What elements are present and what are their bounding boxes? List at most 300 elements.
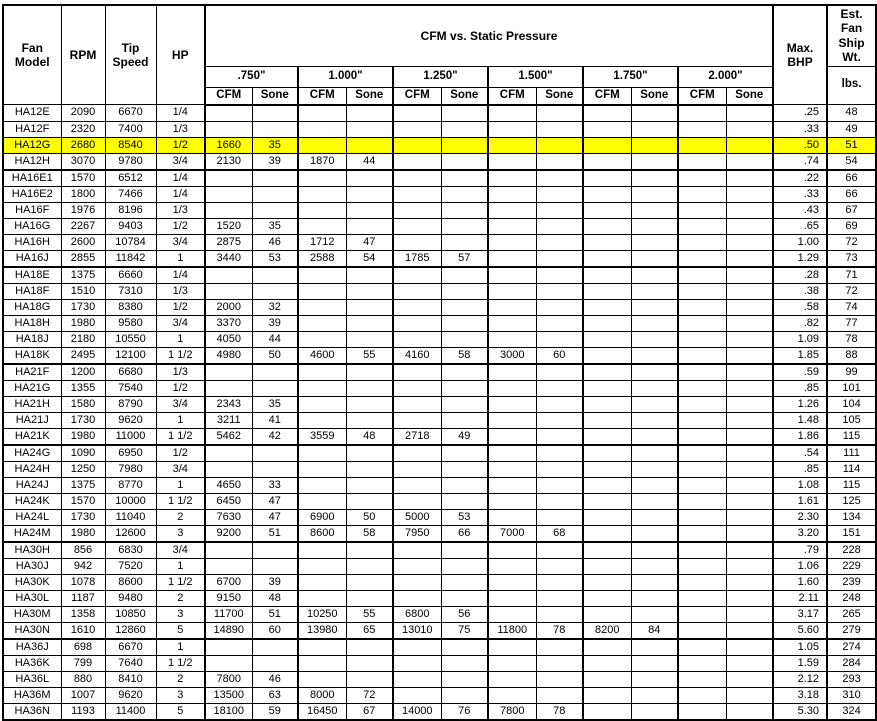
table-row: [3, 461, 876, 477]
cfm-cell: [488, 461, 536, 477]
sone-cell: [726, 687, 773, 703]
sone-cell: [726, 639, 773, 656]
cfm-cell: [678, 590, 726, 606]
sone-cell: [441, 105, 488, 122]
ship-wt-cell: 74: [827, 299, 876, 315]
table-row: [3, 655, 876, 671]
cfm-cell: [298, 461, 346, 477]
cfm-cell: [393, 105, 441, 122]
cfm-cell: [678, 267, 726, 284]
cfm-cell: 1785: [393, 250, 441, 267]
fan-model-cell: HA18K: [3, 347, 61, 364]
cfm-cell: [205, 655, 252, 671]
sone-cell: [726, 283, 773, 299]
rpm-cell: 1355: [61, 380, 105, 396]
sone-cell: [631, 202, 678, 218]
sone-cell: [726, 655, 773, 671]
sone-cell: [441, 299, 488, 315]
cfm-cell: [678, 558, 726, 574]
sone-cell: [346, 445, 393, 462]
tip-speed-cell: 6660: [105, 267, 156, 284]
cfm-cell: [583, 234, 631, 250]
sone-cell: [631, 250, 678, 267]
rpm-cell: 1187: [61, 590, 105, 606]
sone-cell: [631, 153, 678, 170]
cfm-cell: [583, 105, 631, 122]
tip-speed-cell: 10000: [105, 493, 156, 509]
fan-model-cell: HA16G: [3, 218, 61, 234]
rpm-cell: 1730: [61, 412, 105, 428]
cfm-cell: [205, 445, 252, 462]
table-row: [3, 186, 876, 202]
sone-cell: [726, 218, 773, 234]
rpm-cell: 880: [61, 671, 105, 687]
header-ship-wt: Est. Fan Ship Wt.: [827, 5, 876, 66]
rpm-cell: 856: [61, 542, 105, 559]
sone-cell: [726, 509, 773, 525]
rpm-cell: 2600: [61, 234, 105, 250]
cfm-cell: [583, 364, 631, 381]
table-row: [3, 234, 876, 250]
sone-cell: [631, 590, 678, 606]
cfm-cell: 8000: [298, 687, 346, 703]
sone-cell: [631, 315, 678, 331]
header-sone: Sone: [631, 87, 678, 105]
sone-cell: 84: [631, 622, 678, 639]
hp-cell: 1: [156, 331, 205, 347]
cfm-cell: [488, 655, 536, 671]
ship-wt-cell: 279: [827, 622, 876, 639]
header-sone: Sone: [252, 87, 298, 105]
sone-cell: 33: [252, 477, 298, 493]
header-pressure-1750: 1.750": [583, 66, 678, 87]
cfm-cell: [488, 121, 536, 137]
cfm-cell: 1520: [205, 218, 252, 234]
max-bhp-cell: 1.61: [773, 493, 827, 509]
sone-cell: [631, 218, 678, 234]
table-row: [3, 299, 876, 315]
sone-cell: [346, 331, 393, 347]
max-bhp-cell: 1.00: [773, 234, 827, 250]
cfm-cell: [583, 250, 631, 267]
cfm-cell: [678, 347, 726, 364]
cfm-cell: 4600: [298, 347, 346, 364]
max-bhp-cell: 1.08: [773, 477, 827, 493]
cfm-cell: [298, 170, 346, 187]
cfm-cell: 7800: [488, 703, 536, 720]
cfm-cell: [393, 671, 441, 687]
ship-wt-cell: 229: [827, 558, 876, 574]
table-row: [3, 477, 876, 493]
hp-cell: 1/4: [156, 105, 205, 122]
tip-speed-cell: 8770: [105, 477, 156, 493]
rpm-cell: 1730: [61, 299, 105, 315]
tip-speed-cell: 11842: [105, 250, 156, 267]
rpm-cell: 1358: [61, 606, 105, 622]
sone-cell: [536, 428, 583, 445]
sone-cell: [726, 493, 773, 509]
max-bhp-cell: .33: [773, 121, 827, 137]
ship-wt-cell: 78: [827, 331, 876, 347]
sone-cell: [726, 542, 773, 559]
sone-cell: [536, 218, 583, 234]
cfm-cell: 1870: [298, 153, 346, 170]
rpm-cell: 1976: [61, 202, 105, 218]
fan-model-cell: HA36K: [3, 655, 61, 671]
ship-wt-cell: 248: [827, 590, 876, 606]
max-bhp-cell: 3.18: [773, 687, 827, 703]
sone-cell: [346, 574, 393, 590]
cfm-cell: [393, 477, 441, 493]
sone-cell: 66: [441, 525, 488, 542]
tip-speed-cell: 8540: [105, 137, 156, 153]
cfm-cell: 13010: [393, 622, 441, 639]
sone-cell: [346, 105, 393, 122]
cfm-cell: [488, 493, 536, 509]
sone-cell: [631, 655, 678, 671]
ship-wt-cell: 310: [827, 687, 876, 703]
cfm-cell: [678, 250, 726, 267]
sone-cell: [252, 558, 298, 574]
hp-cell: 3/4: [156, 234, 205, 250]
sone-cell: [252, 186, 298, 202]
table-row: [3, 250, 876, 267]
ship-wt-cell: 115: [827, 477, 876, 493]
sone-cell: 42: [252, 428, 298, 445]
tip-speed-cell: 8410: [105, 671, 156, 687]
sone-cell: [441, 445, 488, 462]
cfm-cell: [583, 331, 631, 347]
rpm-cell: 1200: [61, 364, 105, 381]
max-bhp-cell: 1.86: [773, 428, 827, 445]
hp-cell: 1 1/2: [156, 655, 205, 671]
fan-model-cell: HA18E: [3, 267, 61, 284]
sone-cell: [631, 687, 678, 703]
sone-cell: 54: [346, 250, 393, 267]
sone-cell: [631, 703, 678, 720]
sone-cell: [631, 671, 678, 687]
cfm-cell: [393, 202, 441, 218]
sone-cell: 68: [536, 525, 583, 542]
sone-cell: [346, 655, 393, 671]
sone-cell: [631, 639, 678, 656]
fan-model-cell: HA18G: [3, 299, 61, 315]
sone-cell: [726, 606, 773, 622]
table-row: [3, 347, 876, 364]
header-cfm: CFM: [583, 87, 631, 105]
cfm-cell: [488, 331, 536, 347]
max-bhp-cell: 1.09: [773, 331, 827, 347]
cfm-cell: [393, 687, 441, 703]
sone-cell: [726, 445, 773, 462]
tip-speed-cell: 8790: [105, 396, 156, 412]
hp-cell: 1: [156, 412, 205, 428]
sone-cell: [346, 121, 393, 137]
hp-cell: 1: [156, 639, 205, 656]
table-row: [3, 153, 876, 170]
fan-model-cell: HA30N: [3, 622, 61, 639]
max-bhp-cell: 2.30: [773, 509, 827, 525]
table-row: [3, 380, 876, 396]
max-bhp-cell: .82: [773, 315, 827, 331]
sone-cell: [726, 558, 773, 574]
table-row: [3, 331, 876, 347]
hp-cell: 1 1/2: [156, 493, 205, 509]
sone-cell: 46: [252, 671, 298, 687]
sone-cell: [441, 364, 488, 381]
sone-cell: [631, 331, 678, 347]
sone-cell: 53: [441, 509, 488, 525]
sone-cell: [631, 525, 678, 542]
fan-model-cell: HA24L: [3, 509, 61, 525]
max-bhp-cell: 3.20: [773, 525, 827, 542]
cfm-cell: 2343: [205, 396, 252, 412]
table-row: [3, 428, 876, 445]
sone-cell: [726, 380, 773, 396]
sone-cell: [631, 364, 678, 381]
sone-cell: [346, 558, 393, 574]
sone-cell: [631, 606, 678, 622]
tip-speed-cell: 8196: [105, 202, 156, 218]
sone-cell: [726, 121, 773, 137]
hp-cell: 5: [156, 703, 205, 720]
rpm-cell: 1980: [61, 315, 105, 331]
sone-cell: [441, 202, 488, 218]
sone-cell: [441, 315, 488, 331]
hp-cell: 1/2: [156, 299, 205, 315]
cfm-cell: [583, 218, 631, 234]
cfm-cell: [678, 574, 726, 590]
sone-cell: [631, 347, 678, 364]
sone-cell: [631, 137, 678, 153]
tip-speed-cell: 11000: [105, 428, 156, 445]
cfm-cell: 3000: [488, 347, 536, 364]
cfm-cell: [583, 267, 631, 284]
hp-cell: 1 1/2: [156, 574, 205, 590]
hp-cell: 1: [156, 250, 205, 267]
sone-cell: [726, 428, 773, 445]
ship-wt-cell: 105: [827, 412, 876, 428]
cfm-cell: [298, 412, 346, 428]
cfm-cell: 4050: [205, 331, 252, 347]
sone-cell: [726, 186, 773, 202]
cfm-cell: [488, 542, 536, 559]
sone-cell: 35: [252, 218, 298, 234]
sone-cell: [441, 671, 488, 687]
cfm-cell: [205, 202, 252, 218]
sone-cell: [536, 364, 583, 381]
cfm-cell: [583, 315, 631, 331]
tip-speed-cell: 7520: [105, 558, 156, 574]
header-cfm: CFM: [298, 87, 346, 105]
sone-cell: [441, 574, 488, 590]
sone-cell: 63: [252, 687, 298, 703]
ship-wt-cell: 66: [827, 186, 876, 202]
sone-cell: [441, 558, 488, 574]
sone-cell: [726, 622, 773, 639]
header-pressure-2000: 2.000": [678, 66, 773, 87]
sone-cell: [346, 590, 393, 606]
header-sone: Sone: [536, 87, 583, 105]
ship-wt-cell: 125: [827, 493, 876, 509]
sone-cell: [252, 202, 298, 218]
max-bhp-cell: 1.29: [773, 250, 827, 267]
max-bhp-cell: 2.11: [773, 590, 827, 606]
cfm-cell: [583, 396, 631, 412]
ship-wt-cell: 284: [827, 655, 876, 671]
tip-speed-cell: 6512: [105, 170, 156, 187]
rpm-cell: 1980: [61, 428, 105, 445]
cfm-cell: 14000: [393, 703, 441, 720]
cfm-cell: [488, 396, 536, 412]
tip-speed-cell: 9403: [105, 218, 156, 234]
sone-cell: [631, 234, 678, 250]
sone-cell: [631, 267, 678, 284]
ship-wt-cell: 265: [827, 606, 876, 622]
cfm-cell: 4650: [205, 477, 252, 493]
cfm-cell: [678, 234, 726, 250]
rpm-cell: 3070: [61, 153, 105, 170]
sone-cell: [726, 331, 773, 347]
cfm-cell: [298, 445, 346, 462]
cfm-cell: [205, 364, 252, 381]
cfm-cell: [678, 606, 726, 622]
sone-cell: 48: [252, 590, 298, 606]
sone-cell: [536, 606, 583, 622]
ship-wt-cell: 73: [827, 250, 876, 267]
tip-speed-cell: 7310: [105, 283, 156, 299]
sone-cell: [631, 493, 678, 509]
sone-cell: [536, 250, 583, 267]
hp-cell: 1/4: [156, 267, 205, 284]
rpm-cell: 1510: [61, 283, 105, 299]
ship-wt-cell: 111: [827, 445, 876, 462]
cfm-cell: [488, 364, 536, 381]
cfm-cell: [583, 493, 631, 509]
cfm-cell: 2130: [205, 153, 252, 170]
fan-model-cell: HA12E: [3, 105, 61, 122]
fan-model-cell: HA30J: [3, 558, 61, 574]
sone-cell: 72: [346, 687, 393, 703]
tip-speed-cell: 7400: [105, 121, 156, 137]
header-sone: Sone: [726, 87, 773, 105]
header-cfm: CFM: [205, 87, 252, 105]
hp-cell: 1/2: [156, 380, 205, 396]
sone-cell: [346, 412, 393, 428]
sone-cell: [631, 105, 678, 122]
table-row: [3, 558, 876, 574]
sone-cell: [346, 137, 393, 153]
cfm-cell: [678, 525, 726, 542]
ship-wt-cell: 51: [827, 137, 876, 153]
sone-cell: [631, 558, 678, 574]
sone-cell: [252, 121, 298, 137]
table-row: [3, 606, 876, 622]
cfm-cell: [298, 590, 346, 606]
header-pressure-750: .750": [205, 66, 298, 87]
sone-cell: [726, 299, 773, 315]
cfm-cell: [488, 137, 536, 153]
sone-cell: [252, 639, 298, 656]
cfm-cell: 13980: [298, 622, 346, 639]
sone-cell: [441, 396, 488, 412]
hp-cell: 5: [156, 622, 205, 639]
cfm-cell: [678, 671, 726, 687]
hp-cell: 2: [156, 671, 205, 687]
table-row: [3, 445, 876, 462]
rpm-cell: 1570: [61, 170, 105, 187]
sone-cell: [631, 542, 678, 559]
sone-cell: 51: [252, 525, 298, 542]
max-bhp-cell: 5.60: [773, 622, 827, 639]
cfm-cell: [583, 590, 631, 606]
cfm-cell: [393, 121, 441, 137]
cfm-cell: [298, 283, 346, 299]
cfm-cell: 6900: [298, 509, 346, 525]
sone-cell: [536, 170, 583, 187]
sone-cell: [536, 493, 583, 509]
tip-speed-cell: 9620: [105, 412, 156, 428]
cfm-cell: [583, 574, 631, 590]
sone-cell: [536, 687, 583, 703]
cfm-cell: [583, 121, 631, 137]
cfm-cell: [298, 396, 346, 412]
hp-cell: 1/3: [156, 202, 205, 218]
cfm-cell: [298, 137, 346, 153]
table-row: [3, 525, 876, 542]
sone-cell: [631, 380, 678, 396]
sone-cell: [536, 396, 583, 412]
rpm-cell: 942: [61, 558, 105, 574]
cfm-cell: [393, 655, 441, 671]
fan-model-cell: HA36N: [3, 703, 61, 720]
rpm-cell: 2855: [61, 250, 105, 267]
fan-model-cell: HA36M: [3, 687, 61, 703]
tip-speed-cell: 10850: [105, 606, 156, 622]
ship-wt-cell: 99: [827, 364, 876, 381]
cfm-cell: [393, 493, 441, 509]
max-bhp-cell: .25: [773, 105, 827, 122]
sone-cell: 48: [346, 428, 393, 445]
sone-cell: 51: [252, 606, 298, 622]
fan-model-cell: HA24J: [3, 477, 61, 493]
ship-wt-cell: 104: [827, 396, 876, 412]
cfm-cell: [678, 639, 726, 656]
ship-wt-cell: 324: [827, 703, 876, 720]
cfm-cell: 2588: [298, 250, 346, 267]
sone-cell: 47: [346, 234, 393, 250]
sone-cell: [346, 315, 393, 331]
header-cfm-vs-static-pressure: CFM vs. Static Pressure: [205, 5, 773, 66]
sone-cell: [346, 364, 393, 381]
cfm-cell: [298, 380, 346, 396]
cfm-cell: [678, 283, 726, 299]
sone-cell: 60: [536, 347, 583, 364]
cfm-cell: [583, 671, 631, 687]
sone-cell: [726, 202, 773, 218]
sone-cell: [346, 170, 393, 187]
sone-cell: [631, 396, 678, 412]
cfm-cell: [298, 671, 346, 687]
sone-cell: [536, 121, 583, 137]
sone-cell: [536, 137, 583, 153]
cfm-cell: 7950: [393, 525, 441, 542]
table-row: [3, 574, 876, 590]
rpm-cell: 1193: [61, 703, 105, 720]
sone-cell: [536, 380, 583, 396]
max-bhp-cell: 2.12: [773, 671, 827, 687]
max-bhp-cell: .38: [773, 283, 827, 299]
